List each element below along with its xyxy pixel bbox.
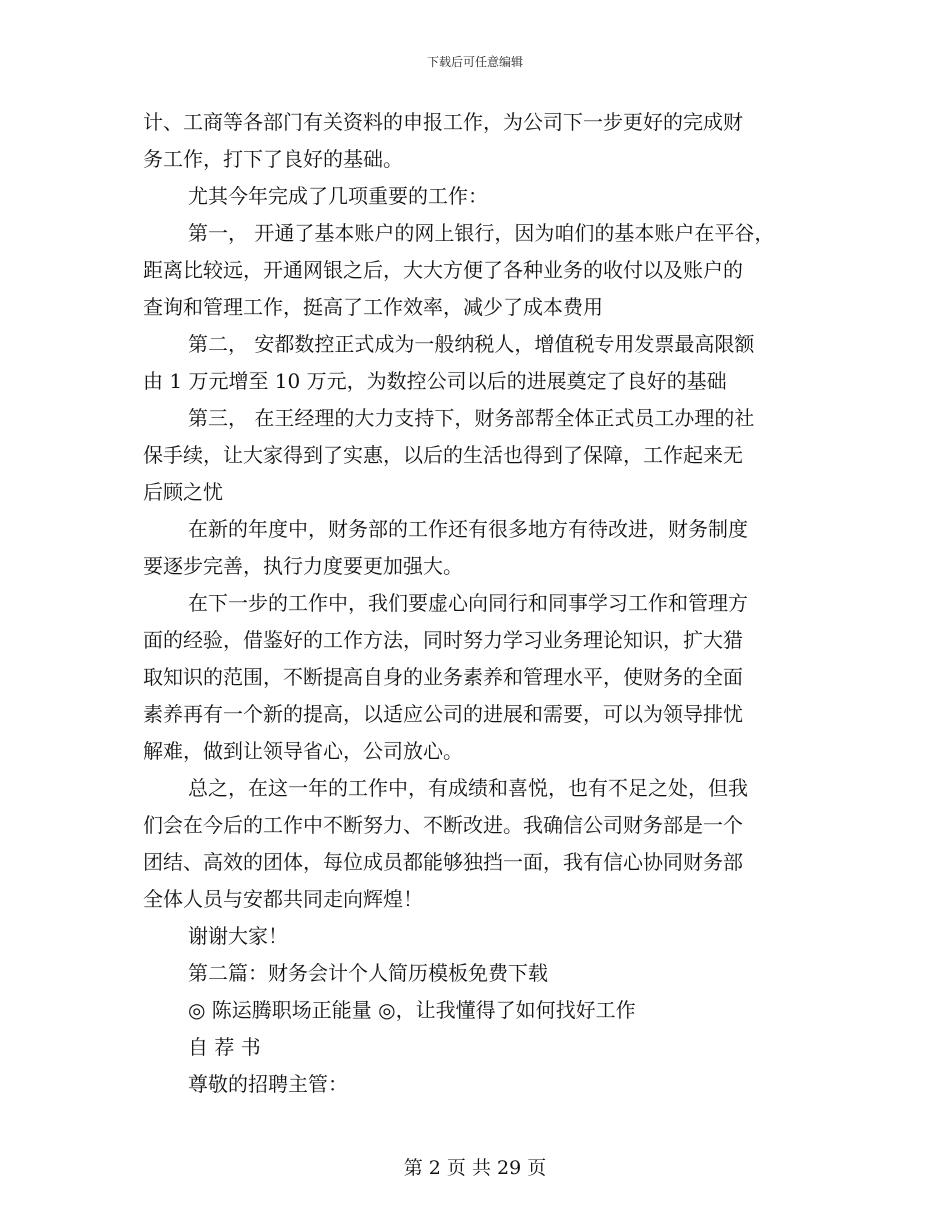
text-line: 查询和管理工作，挺高了工作效率，减少了成本费用 (143, 295, 603, 319)
paragraph (143, 511, 808, 585)
text-line: 由 1 万元增至 10 万元，为数控公司以后的进展奠定了良好的基础 (143, 369, 727, 393)
paragraph (143, 104, 808, 178)
text-line: 自 荐 书 (188, 1035, 261, 1059)
text-line: 团结、高效的团体，每位成员都能够独挡一面，我有信心协同财务部 (143, 850, 743, 874)
paragraph (143, 215, 808, 326)
page-number: 第 2 页 共 29 页 (403, 1157, 547, 1179)
paragraph (143, 585, 808, 770)
paragraph (143, 178, 808, 215)
text-line: 在下一步的工作中，我们要虚心向同行和同事学习工作和管理方 (188, 591, 748, 615)
text-line: ◎ 陈运腾职场正能量 ◎，让我懂得了如何找好工作 (188, 998, 636, 1022)
text-line: 计、工商等各部门有关资料的申报工作，为公司下一步更好的完成财 (143, 110, 743, 134)
text-line: 谢谢大家！ (188, 924, 288, 948)
text-line: 第三， 在王经理的大力支持下，财务部帮全体正式员工办理的社 (188, 406, 755, 430)
paragraph (143, 770, 808, 918)
text-line: 在新的年度中，财务部的工作还有很多地方有待改进，财务制度 (188, 517, 748, 541)
text-line: 距离比较远，开通网银之后，大大方便了各种业务的收付以及账户的 (143, 258, 743, 282)
paragraph (143, 918, 808, 955)
text-line: 尤其今年完成了几项重要的工作： (188, 184, 488, 208)
text-line: 素养再有一个新的提高，以适应公司的进展和需要，可以为领导排忧 (143, 702, 743, 726)
text-line: 取知识的范围，不断提高自身的业务素养和管理水平，使财务的全面 (143, 665, 743, 689)
text-line: 要逐步完善，执行力度要更加强大。 (143, 554, 463, 578)
text-line: 后顾之忧 (143, 480, 223, 504)
document-body (143, 104, 808, 1103)
paragraph (143, 992, 808, 1029)
text-line: 保手续，让大家得到了实惠，以后的生活也得到了保障，工作起来无 (143, 443, 743, 467)
text-line: 尊敬的招聘主管： (188, 1072, 348, 1096)
letter-salutation (143, 1066, 808, 1103)
text-line: 务工作，打下了良好的基础。 (143, 147, 403, 171)
paragraph (143, 326, 808, 400)
letter-title (143, 1029, 808, 1066)
section-heading (143, 955, 808, 992)
text-line: 解难，做到让领导省心，公司放心。 (143, 739, 463, 763)
page-header: 下载后可任意编辑 (426, 55, 523, 69)
text-line: 第一， 开通了基本账户的网上银行，因为咱们的基本账户在平谷， (188, 221, 775, 245)
paragraph (143, 400, 808, 511)
text-line: 面的经验，借鉴好的工作方法，同时努力学习业务理论知识，扩大猎 (143, 628, 743, 652)
text-line: 第二， 安都数控正式成为一般纳税人，增值税专用发票最高限额 (188, 332, 755, 356)
text-line: 总之，在这一年的工作中，有成绩和喜悦，也有不足之处，但我 (188, 776, 748, 800)
text-line: 们会在今后的工作中不断努力、不断改进。我确信公司财务部是一个 (143, 813, 743, 837)
text-line: 全体人员与安都共同走向辉煌！ (143, 887, 423, 911)
text-line: 第二篇：财务会计个人简历模板免费下载 (188, 961, 548, 985)
